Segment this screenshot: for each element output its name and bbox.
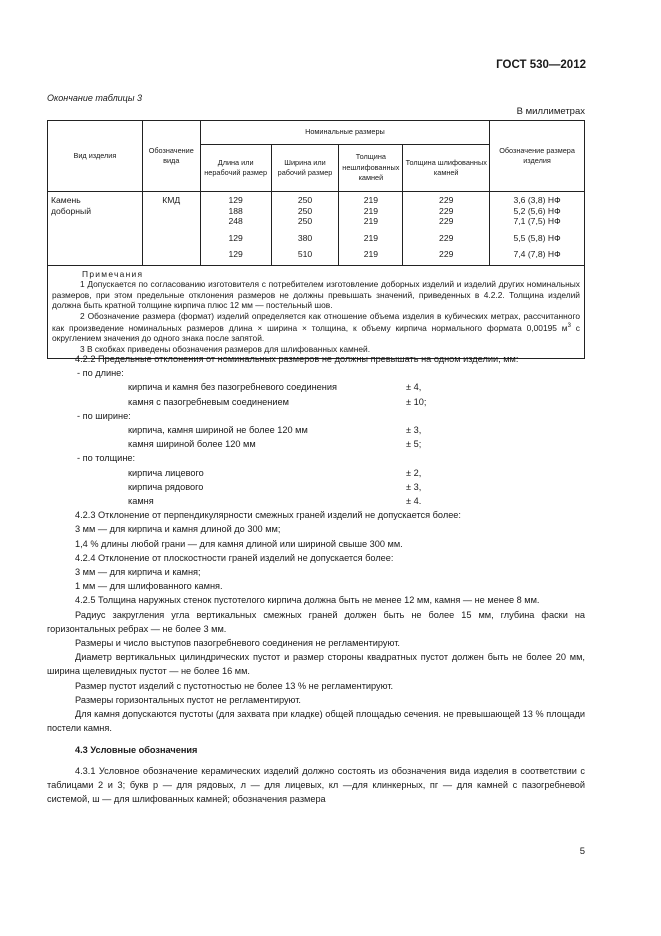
width-cell: 250 (297, 216, 313, 226)
thickness-unground-cell: 219 (363, 205, 379, 216)
col-nominal: Номинальные размеры (200, 121, 489, 145)
note-2: 2 Обозначение размера (формат) изделий определяется как отношение объема изделия в кубических метрах, рассчитанного как произведение номинальных размеров длина × ширина × толщина, к объему кирпича нормального формата 0,00195 $м^3$ с округлением значения до одного знака после запятой. (52, 310, 580, 344)
designation-value: КМД (162, 195, 181, 205)
col-thickness-unground: Толщина нешлифованных камней (339, 145, 403, 192)
paragraph-line: Размер пустот изделий с пустотностью не более 13 % не регламентируют. (75, 680, 394, 691)
col-width: Ширина или рабочий размер (271, 145, 339, 192)
length-cell: 248 (228, 216, 243, 226)
paragraph-4-2-5: 4.2.5 Толщина наружных стенок пустотелого кирпича должна быть не менее 12 мм, камня — не менее 8 мм. (75, 595, 540, 606)
body-text (47, 352, 585, 806)
thickness-ground-cell: 229 (439, 249, 454, 259)
table-caption: Окончание таблицы 3 (47, 93, 142, 103)
table-row (48, 192, 585, 266)
col-designation: Обозначение вида (142, 121, 200, 192)
paragraph-4-2-4: 4.2.4 Отклонение от плоскостности граней изделий не допускается более: (75, 552, 394, 563)
size-designation-cell: 3,6 (3,8) НФ (513, 195, 561, 205)
deviation-row: камня с пазогребневым соединением ± 10; (128, 396, 427, 407)
section-heading-4-3: 4.3 Условные обозначения (75, 745, 198, 756)
units-note: В миллиметрах (516, 106, 585, 117)
width-cell: 380 (297, 232, 313, 243)
width-cell: 250 (297, 195, 313, 205)
table-notes (48, 265, 585, 359)
paragraph-line: 3 мм — для кирпича и камня; (75, 567, 201, 578)
width-cell: 250 (297, 205, 313, 216)
dimensions-table (47, 120, 585, 359)
thickness-ground-cell: 229 (439, 232, 454, 243)
paragraph-line: 1,4 % длины любой грани — для камня длиной или шириной свыше 300 мм. (75, 538, 403, 549)
deviation-row: кирпича рядового ± 3, (128, 481, 422, 492)
thickness-ground-cell: 229 (439, 205, 454, 216)
thickness-unground-cell: 219 (363, 232, 379, 243)
note-1: 1 Допускается по согласованию изготовителя с потребителем изготовление доборных изделий и изделий других номинальных размеров, при этом предельные отклонения размеров не должны превышать значений, приведенных в 4.2.2. Толщина изделий должна быть кратной толщине кирпича плюс 12 мм — постельный шов. (52, 279, 580, 310)
thickness-ground-cell: 229 (439, 195, 454, 205)
product-name: доборный (51, 205, 91, 216)
paragraph-line: Размеры горизонтальных пустот не регламентируют. (75, 694, 301, 705)
thickness-unground-cell: 219 (363, 195, 379, 205)
paragraph-line: 1 мм — для шлифованного камня. (75, 581, 223, 592)
deviation-row: кирпича, камня шириной не более 120 мм ± 3, (128, 425, 422, 436)
length-cell: 129 (228, 195, 243, 205)
list-label: - по ширине: (77, 410, 131, 421)
page-number: 5 (579, 846, 585, 857)
list-label: - по толщине: (77, 453, 136, 464)
paragraph-4-2-3: 4.2.3 Отклонение от перпендикулярности смежных граней изделий не допускается более: (75, 510, 461, 521)
col-product: Вид изделия (48, 121, 143, 192)
list-label: - по длине: (77, 368, 124, 379)
length-cell: 188 (228, 205, 243, 216)
paragraph-line: Для камня допускаются пустоты (для захвата при кладке) общей площадью сечения. не превышающей 13 % площади постели камня. (47, 709, 585, 734)
deviation-row: кирпича и камня без пазогребневого соединения ± 4, (128, 382, 422, 393)
paragraph-line: Радиус закругления угла вертикальных смежных граней должен быть не более 15 мм, глубина фаски на горизонтальных ребрах — не более 3 мм. (47, 609, 585, 634)
deviation-row: кирпича лицевого ± 2, (128, 467, 422, 478)
col-thickness-ground: Толщина шлифованных камней (403, 145, 490, 192)
size-designation-cell: 5,5 (5,8) НФ (513, 232, 561, 243)
deviation-row: камня шириной более 120 мм ± 5; (128, 439, 422, 450)
size-designation-cell: 7,1 (7,5) НФ (513, 216, 561, 226)
col-size-designation: Обозначение размера изделия (490, 121, 585, 192)
width-cell: 510 (297, 249, 313, 259)
paragraph-4-3-1: 4.3.1 Условное обозначение керамических изделий должно состоять из обозначения вида изделия в соответствии с таблицами 2 и 3; букв р — для рядовых, л — для лицевых, кл —для клинкерных, пг — для камней с пазогребневой системой, ш — для шлифованных камней; обозначения размера (47, 765, 585, 805)
length-cell: 129 (228, 249, 243, 259)
deviation-row: камня ± 4. (128, 496, 422, 507)
paragraph-line: Диаметр вертикальных цилиндрических пустот и размер стороны квадратных пустот должен быть не более 20 мм, ширина щелевидных пустот — не более 16 мм. (47, 652, 585, 677)
paragraph-line: 3 мм — для кирпича и камня длиной до 300 мм; (75, 524, 281, 535)
note-3: 3 В скобках приведены обозначения размеров для шлифованных камней. (80, 343, 371, 354)
thickness-ground-cell: 229 (439, 216, 454, 226)
size-designation-cell: 7,4 (7,8) НФ (513, 249, 561, 259)
document-header: ГОСТ 530—2012 (496, 59, 586, 71)
thickness-unground-cell: 219 (363, 216, 379, 226)
notes-title: Примечания (82, 268, 144, 279)
size-designation-cell: 5,2 (5,6) НФ (513, 205, 561, 216)
thickness-unground-cell: 219 (363, 249, 379, 259)
product-name: Камень (51, 195, 81, 205)
length-cell: 129 (228, 232, 243, 243)
col-length: Длина или нерабочий размер (200, 145, 271, 192)
paragraph-line: Размеры и число выступов пазогребневого соединения не регламентируют. (75, 638, 400, 649)
paragraph-4-2-2: 4.2.2 Предельные отклонения от номинальных размеров не должны превышать на одном изделии, мм: (75, 354, 519, 364)
